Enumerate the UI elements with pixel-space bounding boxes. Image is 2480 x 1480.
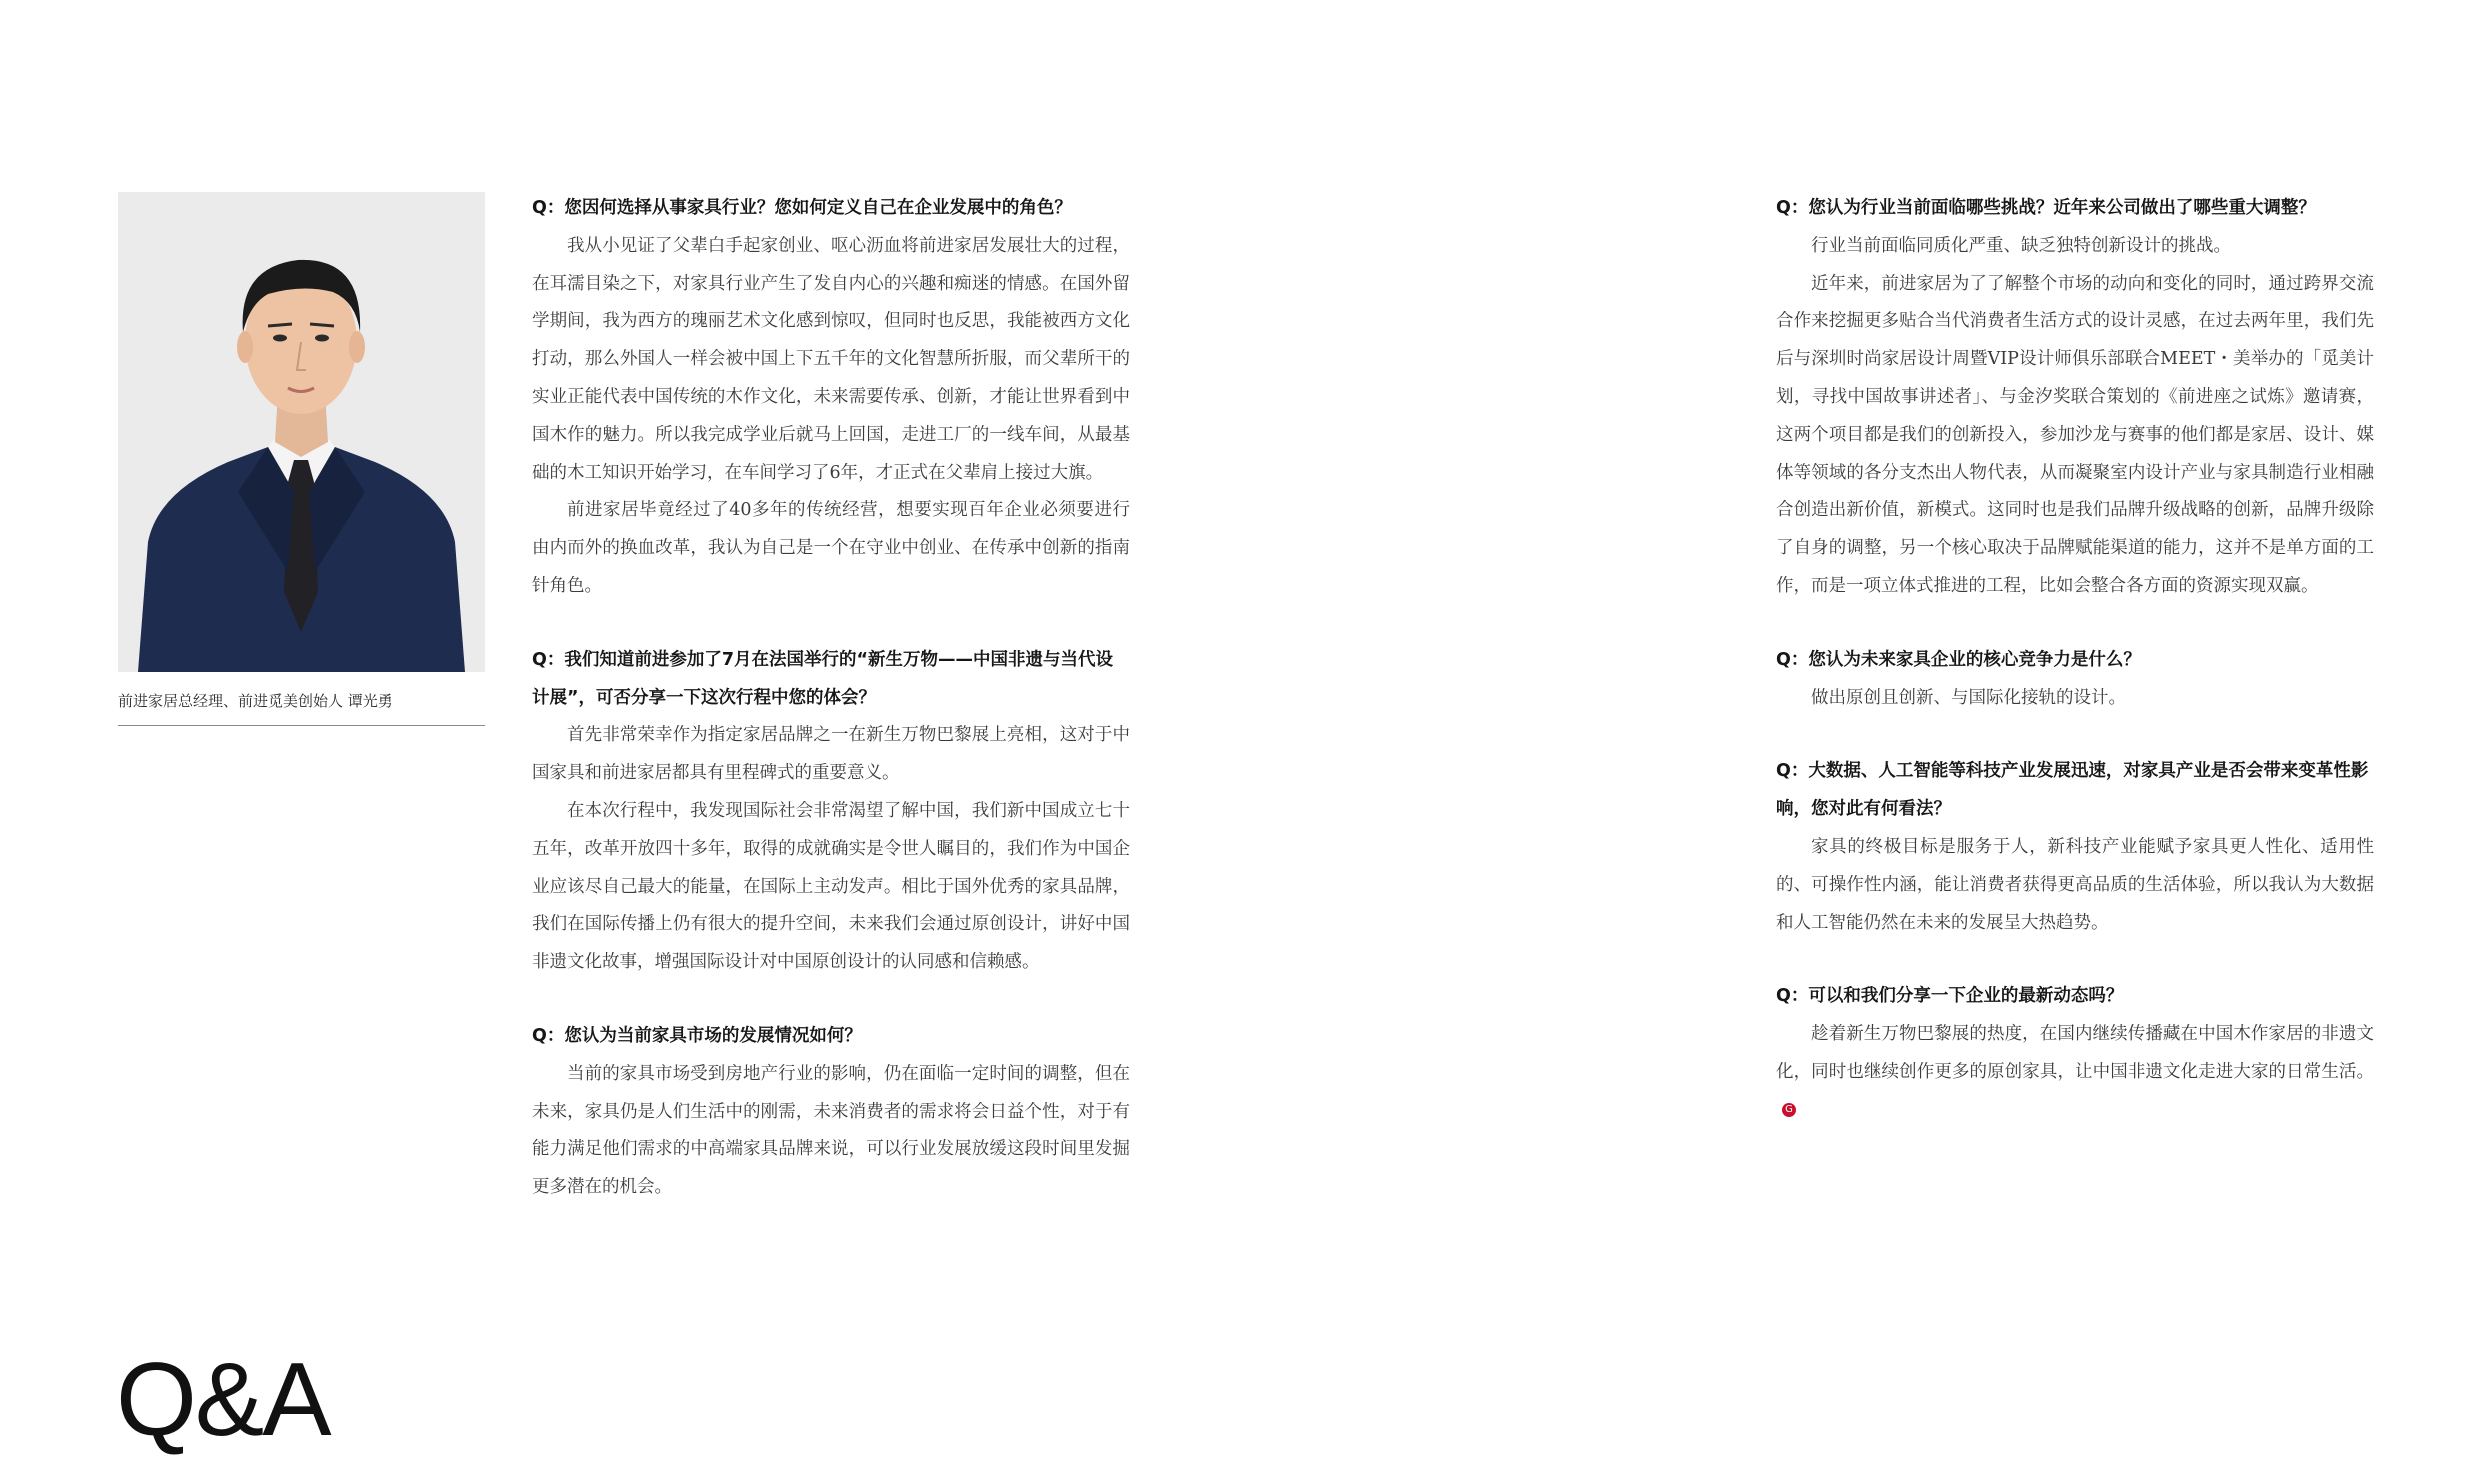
portrait-illustration [118,192,485,672]
qa-item [532,1018,1130,1207]
question: Q：我们知道前进参加了7月在法国举行的“新生万物——中国非遗与当代设计展”，可否分享一下这次行程中您的体会？ [532,649,1114,708]
portrait-caption: 前进家居总经理、前进觅美创始人 谭光勇 [118,690,485,726]
answer-paragraph: 前进家居毕竟经过了40多年的传统经营，想要实现百年企业必须要进行由内而外的换血改革，我认为自己是一个在守业中创业、在传承中创新的指南针角色。 [532,500,1130,596]
answer-paragraph: 在本次行程中，我发现国际社会非常渴望了解中国，我们新中国成立七十五年，改革开放四十多年，取得的成就确实是令世人瞩目的，我们作为中国企业应该尽自己最大的能量，在国际上主动发声。相比于国外优秀的家具品牌，我们在国际传播上仍有很大的提升空间，未来我们会通过原创设计，讲好中国非遗文化故事，增强国际设计对中国原创设计的认同感和信赖感。 [532,800,1130,973]
end-mark-icon: G [1782,1103,1796,1117]
qa-item [1776,642,2374,718]
qa-item [1776,978,2374,1129]
question: Q：您认为未来家具企业的核心竞争力是什么？ [1776,649,2141,670]
qa-item [532,190,1130,606]
qa-item [1776,753,2374,942]
left-column [532,190,1130,1243]
answer-paragraph: 做出原创且创新、与国际化接轨的设计。 [1811,687,2126,708]
answer-paragraph [1776,1016,2374,1129]
question: Q：大数据、人工智能等科技产业发展迅速，对家具产业是否会带来变革性影响，您对此有何看法？ [1776,761,2369,820]
answer-paragraph: 首先非常荣幸作为指定家居品牌之一在新生万物巴黎展上亮相，这对于中国家具和前进家居都具有里程碑式的重要意义。 [532,725,1130,784]
section-title: Q&A [116,1342,330,1458]
answer-paragraph: 家具的终极目标是服务于人，新科技产业能赋予家具更人性化、适用性的、可操作性内涵，能让消费者获得更高品质的生活体验，所以我认为大数据和人工智能仍然在未来的发展呈大热趋势。 [1776,836,2374,933]
question: Q：您认为当前家具市场的发展情况如何？ [532,1025,862,1046]
answer-paragraph: 当前的家具市场受到房地产行业的影响，仍在面临一定时间的调整，但在未来，家具仍是人们生活中的刚需，未来消费者的需求将会日益个性，对于有能力满足他们需求的中高端家具品牌来说，可以行业发展放缓这段时间里发掘更多潜在的机会。 [532,1063,1130,1198]
answer-text: 趁着新生万物巴黎展的热度，在国内继续传播藏在中国木作家居的非遗文化，同时也继续创作更多的原创家具，让中国非遗文化走进大家的日常生活。 [1776,1024,2374,1082]
qa-item [1776,190,2374,606]
portrait-photo [118,192,485,672]
question: Q：您因何选择从事家具行业？您如何定义自己在企业发展中的角色？ [532,198,1072,218]
right-column [1776,190,2374,1166]
answer-paragraph: 我从小见证了父辈白手起家创业、呕心沥血将前进家居发展壮大的过程，在耳濡目染之下，对家具行业产生了发自内心的兴趣和痴迷的情感。在国外留学期间，我为西方的瑰丽艺术文化感到惊叹，但同时也反思，我能被西方文化打动，那么外国人一样会被中国上下五千年的文化智慧所折服，而父辈所干的实业正能代表中国传统的木作文化，未来需要传承、创新，才能让世界看到中国木作的魅力。所以我完成学业后就马上回国，走进工厂的一线车间，从最基础的木工知识开始学习，在车间学习了6年，才正式在父辈肩上接过大旗。 [532,235,1130,483]
qa-item [532,642,1130,982]
question: Q：可以和我们分享一下企业的最新动态吗？ [1776,986,2124,1007]
answer-paragraph: 近年来，前进家居为了了解整个市场的动向和变化的同时，通过跨界交流合作来挖掘更多贴合当代消费者生活方式的设计灵感，在过去两年里，我们先后与深圳时尚家居设计周暨VIP设计师俱乐部联合MEET・美举办的「觅美计划，寻找中国故事讲述者」、与金汐奖联合策划的《前进座之试炼》邀请赛，这两个项目都是我们的创新投入，参加沙龙与赛事的他们都是家居、设计、媒体等领域的各分支杰出人物代表，从而凝聚室内设计产业与家具制造行业相融合创造出新价值，新模式。这同时也是我们品牌升级战略的创新，品牌升级除了自身的调整，另一个核心取决于品牌赋能渠道的能力，这并不是单方面的工作，而是一项立体式推进的工程，比如会整合各方面的资源实现双赢。 [1776,273,2374,596]
question: Q：您认为行业当前面临哪些挑战？近年来公司做出了哪些重大调整？ [1776,198,2316,218]
answer-paragraph: 行业当前面临同质化严重、缺乏独特创新设计的挑战。 [1811,235,2231,256]
